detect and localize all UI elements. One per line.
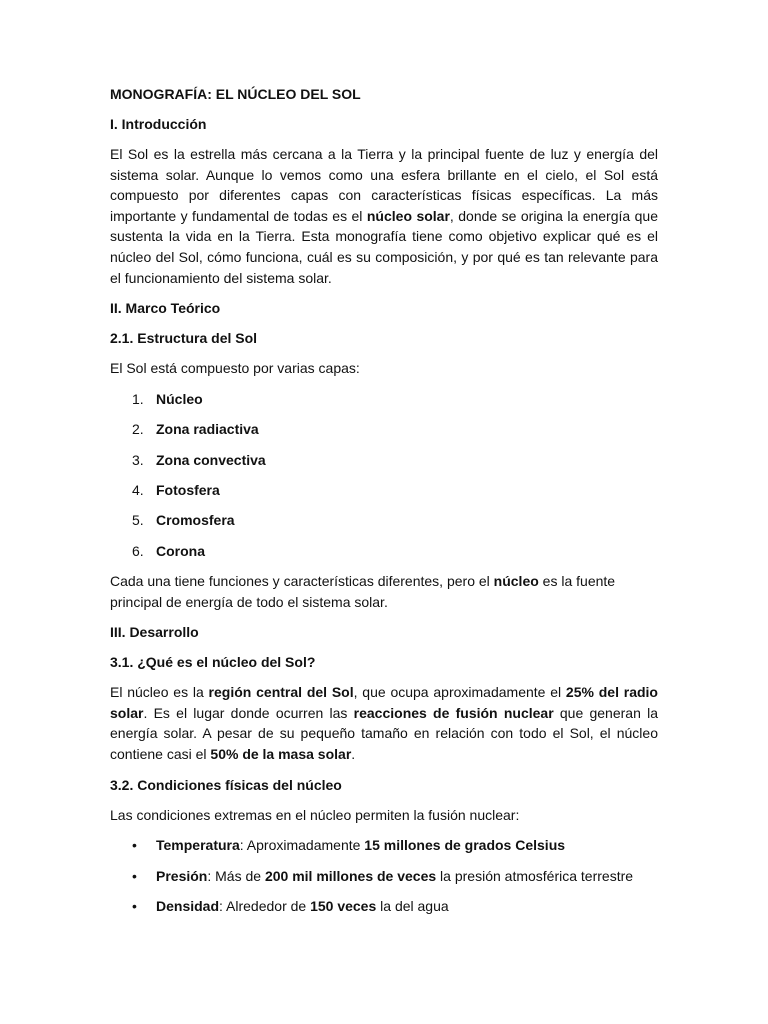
list-number: 6. (132, 542, 144, 559)
layers-list (110, 389, 658, 561)
nucleo-paragraph (110, 682, 658, 764)
list-item (110, 480, 658, 500)
nucleo-text-1: El núcleo es la (110, 684, 209, 701)
conditions-list (110, 835, 658, 916)
condition-value: 150 veces (310, 898, 377, 915)
intro-paragraph (110, 144, 658, 288)
document-body (110, 84, 658, 926)
list-item (110, 866, 658, 886)
list-label: Cromosfera (156, 512, 235, 529)
list-item (110, 389, 658, 409)
list-item (110, 835, 658, 855)
list-label: Zona convectiva (156, 451, 266, 468)
condition-value: 200 mil millones de veces (264, 867, 437, 884)
condition-separator: : Aproximadamente (239, 837, 365, 854)
list-item (110, 541, 658, 561)
nucleo-bold-1: región central del Sol (208, 684, 354, 701)
list-item (110, 896, 658, 916)
document-title: MONOGRAFÍA: EL NÚCLEO DEL SOL (110, 86, 361, 102)
summary-bold-1: núcleo (493, 573, 539, 590)
condition-label: Temperatura (156, 837, 240, 854)
nucleo-text-3: . Es el lugar donde ocurren las (143, 704, 354, 721)
condition-separator: : Alrededor de (219, 898, 311, 915)
list-item (110, 450, 658, 470)
list-label: Núcleo (156, 390, 203, 407)
estructura-lead: El Sol está compuesto por varias capas: (110, 360, 360, 377)
list-number: 5. (132, 512, 144, 529)
condition-tail: la del agua (376, 898, 449, 915)
condiciones-lead: Las condiciones extremas en el núcleo permiten la fusión nuclear: (110, 806, 520, 823)
intro-bold-1: núcleo solar (366, 207, 450, 224)
bullet-icon: • (132, 898, 137, 915)
intro-text-1: El Sol es la estrella más cercana a la Tierra y la principal fuente de luz y energía del sistema solar. Aunque lo vemos como una esfera brillante en el cielo, el Sol está compuesto por diferentes capas con características físicas específicas. La más importante y fundamental de todas es el (110, 146, 658, 224)
bullet-icon: • (132, 867, 137, 884)
list-number: 3. (132, 451, 144, 468)
summary-text-3: principal de energía de todo el sistema solar. (110, 593, 388, 610)
condition-separator: : Más de (207, 867, 265, 884)
list-label: Fotosfera (156, 481, 220, 498)
desarrollo-heading: III. Desarrollo (110, 624, 199, 641)
estructura-heading: 2.1. Estructura del Sol (110, 330, 258, 347)
list-number: 1. (132, 390, 144, 407)
nucleo-text-4: que generan la energía solar. A pesar de su pequeño tamaño en relación con todo el Sol, el núcleo contiene casi el (110, 704, 658, 763)
list-item (110, 419, 658, 439)
summary-text-1: Cada una tiene funciones y características diferentes, pero el (110, 573, 494, 590)
condition-label: Presión (156, 867, 208, 884)
condiciones-heading: 3.2. Condiciones físicas del núcleo (110, 776, 342, 793)
list-label: Zona radiactiva (156, 421, 259, 438)
nucleo-bold-4: 50% de la masa solar (210, 746, 352, 763)
bullet-icon: • (132, 837, 137, 854)
nucleo-question-heading: 3.1. ¿Qué es el núcleo del Sol? (110, 654, 316, 671)
nucleo-text-5: . (351, 746, 356, 763)
condition-label: Densidad (156, 898, 220, 915)
list-number: 2. (132, 421, 144, 438)
intro-text-2: , donde se origina la energía que sustenta la vida en la Tierra. Esta monografía tiene como objetivo explicar qué es el núcleo del Sol, cómo funciona, cuál es su composición, y por qué es tan relevante para el funcionamiento del sistema solar. (110, 207, 658, 286)
layers-summary (110, 571, 658, 612)
nucleo-bold-3: reacciones de fusión nuclear (353, 704, 554, 721)
intro-heading: I. Introducción (110, 116, 207, 132)
nucleo-bold-2: 25% del radio solar (110, 684, 658, 721)
condition-value: 15 millones de grados Celsius (364, 837, 566, 854)
list-number: 4. (132, 481, 144, 498)
nucleo-text-2: , que ocupa aproximadamente el (353, 684, 566, 701)
condition-tail: la presión atmosférica terrestre (436, 867, 634, 884)
list-label: Corona (156, 542, 205, 559)
list-item (110, 510, 658, 530)
marco-heading: II. Marco Teórico (110, 300, 221, 317)
summary-text-2: es la fuente (538, 573, 616, 590)
